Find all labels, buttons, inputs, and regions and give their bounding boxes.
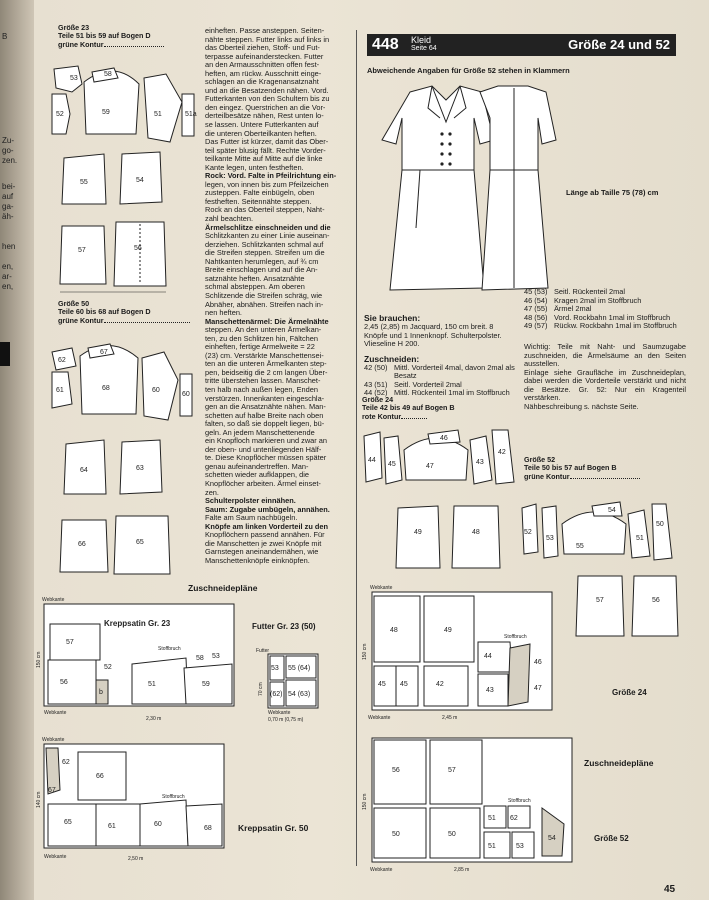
svg-text:44: 44 (368, 457, 376, 464)
interfacing-note: Einlage siehe Graufläche im Zuschneideplan, dabei werden die Vorderteile verstärkt und nicht die Besätze. Gr. 52: Nur ein Kragenteil verstärken. (524, 367, 686, 403)
cutting-layout-kreppsatin-23 (36, 594, 248, 726)
cutting-list-2 (524, 288, 686, 331)
instruction-line: (23) cm. Verstärkte Manschettensei- (205, 350, 324, 360)
svg-text:b: b (99, 689, 103, 696)
svg-text:54: 54 (608, 507, 616, 514)
piece-number: 43 (51) (364, 379, 388, 389)
instruction-line: ten an die unteren Ärmelkanten step- (205, 359, 327, 369)
instruction-line: die Manschetten je zwei Knöpfe mit (205, 538, 322, 548)
svg-text:60: 60 (152, 387, 160, 394)
svg-text:56: 56 (392, 767, 400, 774)
instruction-line: teil später blusig fällt. Rechte Vorder- (205, 145, 326, 155)
svg-text:Webkante: Webkante (370, 867, 393, 873)
instruction-line: satznähte heften. Ansatznähte (205, 273, 305, 283)
instruction-line: Schulterpolster einnähen. (205, 496, 296, 506)
piece-60 (142, 352, 178, 420)
piece-description: Seitl. Rückenteil 2mal (554, 287, 626, 296)
instruction-line: an den Armausschnitten offen fest- (205, 60, 320, 70)
svg-text:Webkante: Webkante (268, 710, 291, 716)
svg-text:53: 53 (516, 843, 524, 850)
svg-text:51a: 51a (185, 111, 197, 118)
svg-text:54 (63): 54 (63) (288, 691, 311, 698)
size-50-parts: Teile 60 bis 68 auf Bogen D (58, 307, 151, 317)
instruction-line: falten, so daß sie doppelt liegen, bü- (205, 419, 325, 429)
instruction-line: Knöpfe am linken Vorderteil zu den (205, 521, 329, 531)
svg-text:64: 64 (80, 467, 88, 474)
size-24-contour: rote Kontur (362, 411, 402, 421)
cutting-layout-size-24 (358, 582, 558, 722)
svg-text:58: 58 (196, 655, 204, 662)
edge-word: auf (2, 192, 14, 201)
pattern-header (367, 34, 676, 56)
instruction-line: Kante legen, unten festheften. (205, 162, 304, 172)
instruction-line: pen, beidseitig die 2 cm langen Über- (205, 367, 328, 377)
svg-text:48: 48 (390, 627, 398, 634)
svg-text:47: 47 (426, 463, 434, 470)
svg-text:Webkante: Webkante (44, 854, 67, 860)
size-note: Abweichende Angaben für Größe 52 stehen in Klammern (367, 66, 570, 75)
svg-text:58: 58 (104, 71, 112, 78)
svg-text:53: 53 (70, 75, 78, 82)
cutting-layouts-title: Zuschneidepläne (188, 583, 258, 593)
instruction-line: Manschettenärmel: Die Ärmelnähte (205, 316, 329, 326)
selvedge-label: Webkante (42, 597, 65, 603)
instruction-line: festheften. Seitennähte steppen. (205, 196, 312, 206)
piece-description: Seitl. Vorderteil 2mal (394, 379, 462, 389)
svg-text:55 (64): 55 (64) (288, 665, 311, 672)
size-24-parts: Teile 42 bis 49 auf Bogen B (362, 403, 455, 413)
svg-text:50: 50 (392, 831, 400, 838)
piece-53 (54, 66, 82, 92)
piece-number: 45 (53) (524, 287, 548, 296)
edge-word: ar- (2, 272, 12, 281)
size-52-layout-label: Größe 52 (594, 834, 629, 843)
dress-back (480, 86, 556, 290)
important-note: Wichtig: Teile mit Naht- und Saumzugabe zuschneiden, die Ärmelsäume an den Seiten ausstellen. (524, 342, 686, 369)
piece-57 (60, 226, 106, 284)
svg-text:Futter: Futter (256, 648, 270, 654)
svg-text:45: 45 (400, 681, 408, 688)
instruction-line: ten, zu den Schlitzen hin, Fältchen (205, 333, 318, 343)
pattern-page-ref: Seite 64 (411, 45, 437, 52)
size-50-contour: grüne Kontur (58, 315, 104, 325)
instruction-line: Breite einschlagen und auf die An- (205, 265, 318, 275)
svg-text:(62): (62) (270, 691, 283, 698)
svg-text:43: 43 (476, 459, 484, 466)
instruction-line: nähte steppen. Futter links auf links in (205, 34, 330, 44)
edge-word: bei- (2, 182, 16, 191)
svg-text:68: 68 (204, 825, 212, 832)
piece-description: Rückw. Rockbahn 1mal im Stoffbruch (554, 321, 677, 331)
svg-text:62: 62 (62, 759, 70, 766)
piece-description: Mittl. Rückenteil 1mal im Stoffbruch (394, 388, 510, 398)
piece-description: Vord. Rockbahn 1mal im Stoffbruch (554, 312, 671, 322)
edge-word: zen. (2, 156, 18, 165)
piece-number: 42 (50) (364, 362, 388, 372)
fabric-label-50: Kreppsatin Gr. 50 (238, 823, 309, 833)
instruction-line: ein Knopfloch markieren und zwar an (205, 436, 328, 446)
instruction-line: nen heften. (205, 308, 242, 318)
svg-text:0,70 m (0,75 m): 0,70 m (0,75 m) (268, 717, 304, 722)
svg-text:51: 51 (488, 843, 496, 850)
instruction-line: derziehen. Schlitzkanten schmal auf (205, 239, 324, 249)
piece-59 (84, 71, 139, 134)
instruction-line: Manschettenknöpfe einknöpfen. (205, 555, 310, 565)
instruction-line: schetten auf halbe Breite nach oben (205, 410, 324, 420)
instruction-line: die unteren Oberteilkanten heften. (205, 128, 317, 138)
pattern-kind: Kleid (411, 35, 432, 45)
fold-label: Stoffbruch (158, 646, 181, 652)
svg-text:70 cm: 70 cm (258, 682, 264, 696)
size-23-title: Größe 23 (58, 23, 90, 32)
edge-word: B (2, 32, 8, 41)
instruction-line: Schlitzkanten zu einer Linie auseinan- (205, 231, 330, 241)
svg-text:59: 59 (102, 109, 110, 116)
size-50-heading (58, 300, 190, 325)
svg-text:Webkante: Webkante (368, 715, 391, 721)
cutting-layout-size-52 (358, 728, 578, 874)
svg-text:140 cm: 140 cm (36, 791, 42, 808)
svg-text:42: 42 (436, 681, 444, 688)
svg-text:52: 52 (524, 529, 532, 536)
svg-text:55: 55 (576, 543, 584, 550)
instruction-line: teilkante Mitte auf Mitte auf die linke (205, 154, 323, 164)
size-50-title: Größe 50 (58, 299, 90, 308)
instruction-line: te. Diese Knopflöcher müssen später (205, 453, 327, 463)
sewing-instructions (205, 27, 347, 565)
pattern-number: 448 (372, 36, 399, 53)
svg-text:150 cm: 150 cm (362, 643, 368, 660)
edge-word: en, (2, 282, 14, 291)
instruction-line: Ärmelschlitze einschneiden und die (205, 222, 331, 232)
svg-text:52: 52 (56, 111, 64, 118)
svg-text:57: 57 (448, 767, 456, 774)
instruction-line: legen, von innen bis zum Pfeilzeichen (205, 179, 329, 189)
instruction-line: ten halb nach außen legen, Enden (205, 384, 319, 394)
instruction-line: heften, am rückw. Ausschnitt einge- (205, 68, 322, 78)
instruction-line: Nahtkanten herumlegen, auf ¾ cm (205, 256, 319, 266)
svg-text:62: 62 (510, 815, 518, 822)
instruction-line: das Oberteil ziehen, Stoff- und Fut- (205, 43, 320, 53)
instruction-line: derteilbesätze nähen, Rest unten lo- (205, 111, 324, 121)
instruction-line: Abnäher, abnähen. Streifen nach in- (205, 299, 324, 309)
cutting-list-1 (364, 364, 516, 398)
size-52-parts: Teile 50 bis 57 auf Bogen B (524, 463, 617, 473)
svg-text:55: 55 (80, 179, 88, 186)
instruction-line: den eingez. Querstrichen an die Vor- (205, 102, 326, 112)
svg-text:47: 47 (534, 685, 542, 692)
fabric-length: 2,30 m (146, 716, 162, 722)
size-23-contour: grüne Kontur (58, 39, 104, 49)
column-divider (356, 30, 357, 866)
svg-text:56: 56 (652, 597, 660, 604)
instruction-line: schetten wieder aufklappen, die (205, 470, 309, 480)
svg-text:61: 61 (56, 387, 64, 394)
size-23-parts: Teile 51 bis 59 auf Bogen D (58, 31, 151, 41)
svg-text:Stoffbruch: Stoffbruch (508, 798, 531, 804)
piece-68 (80, 345, 138, 414)
svg-text:49: 49 (444, 627, 452, 634)
svg-text:51: 51 (154, 111, 162, 118)
svg-text:57: 57 (596, 597, 604, 604)
dress-illustration (370, 78, 560, 298)
svg-text:62: 62 (58, 357, 66, 364)
svg-text:61: 61 (108, 823, 116, 830)
instruction-line: Saum: Zugabe umbügeln, annähen. (205, 504, 330, 514)
piece-51 (144, 74, 182, 142)
svg-text:Stoffbruch: Stoffbruch (162, 794, 185, 800)
sewing-ref: Nähbeschreibung s. nächste Seite. (524, 401, 639, 411)
svg-text:53: 53 (271, 665, 279, 672)
svg-text:68: 68 (102, 385, 110, 392)
instruction-line: einheften. Passe ansteppen. Seiten- (205, 26, 325, 35)
size-50-pattern-pieces (44, 334, 204, 584)
edge-word: ga- (2, 202, 14, 211)
notes-block (524, 343, 686, 411)
instruction-line: einheften, fertige Armelweite = 22 (205, 342, 315, 352)
svg-text:150 cm: 150 cm (36, 651, 42, 668)
instruction-line: se lassen. Untere Futterkanten auf (205, 120, 319, 130)
instruction-line: tritte überstehen lassen. Manschet- (205, 376, 321, 386)
svg-text:63: 63 (136, 465, 144, 472)
fabric-label: Kreppsatin Gr. 23 (104, 619, 171, 628)
svg-text:66: 66 (78, 541, 86, 548)
svg-text:67: 67 (48, 787, 56, 794)
svg-text:49: 49 (414, 529, 422, 536)
cutting-layout-kreppsatin-50 (36, 734, 246, 866)
svg-text:53: 53 (212, 653, 220, 660)
size-52-heading (524, 456, 640, 481)
instruction-line: und an die Besatzenden nähen. Vord. (205, 85, 329, 95)
selvedge-label: Webkante (44, 710, 67, 716)
instruction-line: steppen. An den unteren Ärmelkan- (205, 325, 322, 335)
size-52-contour: grüne Kontur (524, 471, 570, 481)
edge-word: hen (2, 242, 16, 251)
edge-word: go- (2, 146, 14, 155)
instruction-line: zusteppen. Falte einbügeln, oben (205, 188, 315, 198)
svg-text:51: 51 (636, 535, 644, 542)
dotted-rule (104, 322, 190, 323)
piece-number: 49 (57) (524, 321, 548, 331)
svg-text:46: 46 (534, 659, 542, 666)
piece-number: 47 (55) (524, 304, 548, 314)
svg-text:66: 66 (96, 773, 104, 780)
size-23-heading (58, 24, 164, 49)
skirt-length: Länge ab Taille 75 (78) cm (566, 188, 659, 197)
svg-text:67: 67 (100, 349, 108, 356)
instruction-line: terpasse aufeinanderstecken. Futter (205, 51, 324, 61)
size-52-title: Größe 52 (524, 455, 556, 464)
instruction-line: verstürzen. Innenkanten eingeschla- (205, 393, 325, 403)
pattern-sizes: Größe 24 und 52 (568, 37, 670, 52)
svg-text:51: 51 (148, 681, 156, 688)
svg-text:56: 56 (134, 245, 142, 252)
instruction-line: genau aufeinandertreffen. Man- (205, 461, 309, 471)
cutting-layout-lining (254, 644, 344, 722)
svg-text:44: 44 (484, 653, 492, 660)
instruction-line: Das Futter ist kürzer, damit das Ober- (205, 137, 329, 147)
svg-text:45: 45 (378, 681, 386, 688)
svg-text:50: 50 (448, 831, 456, 838)
edge-word: Zu- (2, 136, 14, 145)
svg-text:59: 59 (202, 681, 210, 688)
instruction-line: zen. (205, 487, 219, 497)
svg-text:56: 56 (60, 679, 68, 686)
piece-description: Kragen 2mal im Stoffbruch (554, 295, 642, 305)
piece-number: 48 (56) (524, 312, 548, 322)
edge-word: en, (2, 262, 14, 271)
svg-text:2,85 m: 2,85 m (454, 867, 470, 873)
instruction-line: Schlitzende die Streifen schräg, wie (205, 290, 323, 300)
piece-description: Ärmel 2mal (554, 304, 592, 314)
svg-text:2,45 m: 2,45 m (442, 715, 458, 721)
svg-text:150 cm: 150 cm (362, 793, 368, 810)
svg-text:53: 53 (546, 535, 554, 542)
instruction-line: die Streifen steppen. Streifen um die (205, 248, 325, 258)
svg-text:65: 65 (64, 819, 72, 826)
svg-text:Webkante: Webkante (370, 585, 393, 591)
svg-text:48: 48 (472, 529, 480, 536)
svg-text:2,50 m: 2,50 m (128, 856, 144, 862)
dotted-rule (570, 478, 640, 479)
svg-text:65: 65 (136, 539, 144, 546)
svg-text:50: 50 (656, 521, 664, 528)
cutting-list-row (524, 297, 686, 306)
svg-text:43: 43 (486, 687, 494, 694)
svg-text:46: 46 (440, 435, 448, 442)
edge-tab (0, 342, 10, 366)
previous-page-edge (0, 0, 34, 900)
lining-label: Futter Gr. 23 (50) (252, 622, 316, 631)
instruction-line: Futterkanten von den Schultern bis zu (205, 94, 330, 104)
svg-text:60: 60 (182, 391, 190, 398)
materials-block (364, 313, 516, 398)
piece-number: 44 (52) (364, 388, 388, 398)
dotted-rule (401, 418, 427, 419)
instruction-line: Knopflöchern passend annähen. Für (205, 530, 325, 540)
materials-title: Sie brauchen: (364, 313, 421, 323)
materials-text: 2,45 (2,85) m Jacquard, 150 cm breit. 8 Knöpfe und 1 Innenknopf. Schulterpolster. Vlieseline H 200. (364, 322, 502, 349)
cutting-layouts-title-right: Zuschneidepläne (584, 758, 654, 768)
instruction-line: Rock: Vord. Falte in Pfeilrichtung ein- (205, 171, 337, 181)
piece-description: Mittl. Vorderteil 4mal, davon 2mal als Besatz (394, 362, 515, 381)
svg-text:42: 42 (498, 449, 506, 456)
instruction-line: der oben- und untenliegenden Hälf- (205, 444, 322, 454)
svg-text:54: 54 (548, 835, 556, 842)
cutting-list-row (524, 322, 686, 331)
edge-word: äh- (2, 212, 14, 221)
page-number: 45 (664, 884, 676, 895)
instruction-line: gen an die Ansatznähte nähen. Man- (205, 402, 326, 412)
instruction-line: Knopflöcher arbeiten. Ärmel einset- (205, 478, 321, 488)
size-24-layout-label: Größe 24 (612, 688, 647, 697)
instruction-line: schmal absteppen. Am oberen (205, 282, 305, 292)
size-24-pattern-pieces (358, 422, 528, 582)
svg-text:52: 52 (104, 664, 112, 671)
piece-number: 46 (54) (524, 295, 548, 305)
instruction-line: Rock an das Oberteil steppen, Naht- (205, 205, 325, 215)
svg-text:60: 60 (154, 821, 162, 828)
svg-text:Webkante: Webkante (42, 737, 65, 743)
instruction-line: Garnstegen aneinandernähen, wie (205, 547, 319, 557)
instruction-line: Falte am Saum nachbügeln. (205, 513, 298, 523)
instruction-line: schlagen an die Kragenansatznaht (205, 77, 319, 87)
size-24-heading (362, 396, 455, 421)
svg-text:54: 54 (136, 177, 144, 184)
cutting-title: Zuschneiden: (364, 353, 420, 364)
dotted-rule (104, 46, 164, 47)
svg-text:Stoffbruch: Stoffbruch (504, 634, 527, 640)
size-23-pattern-pieces (44, 54, 204, 304)
svg-text:51: 51 (488, 815, 496, 822)
cutting-list-row (364, 364, 516, 381)
svg-text:45: 45 (388, 461, 396, 468)
svg-text:57: 57 (66, 639, 74, 646)
instruction-line: zahl beachten. (205, 214, 254, 224)
instruction-line: geln. An jedem Manschettenende (205, 427, 315, 437)
size-24-title: Größe 24 (362, 395, 394, 404)
svg-text:57: 57 (78, 247, 86, 254)
